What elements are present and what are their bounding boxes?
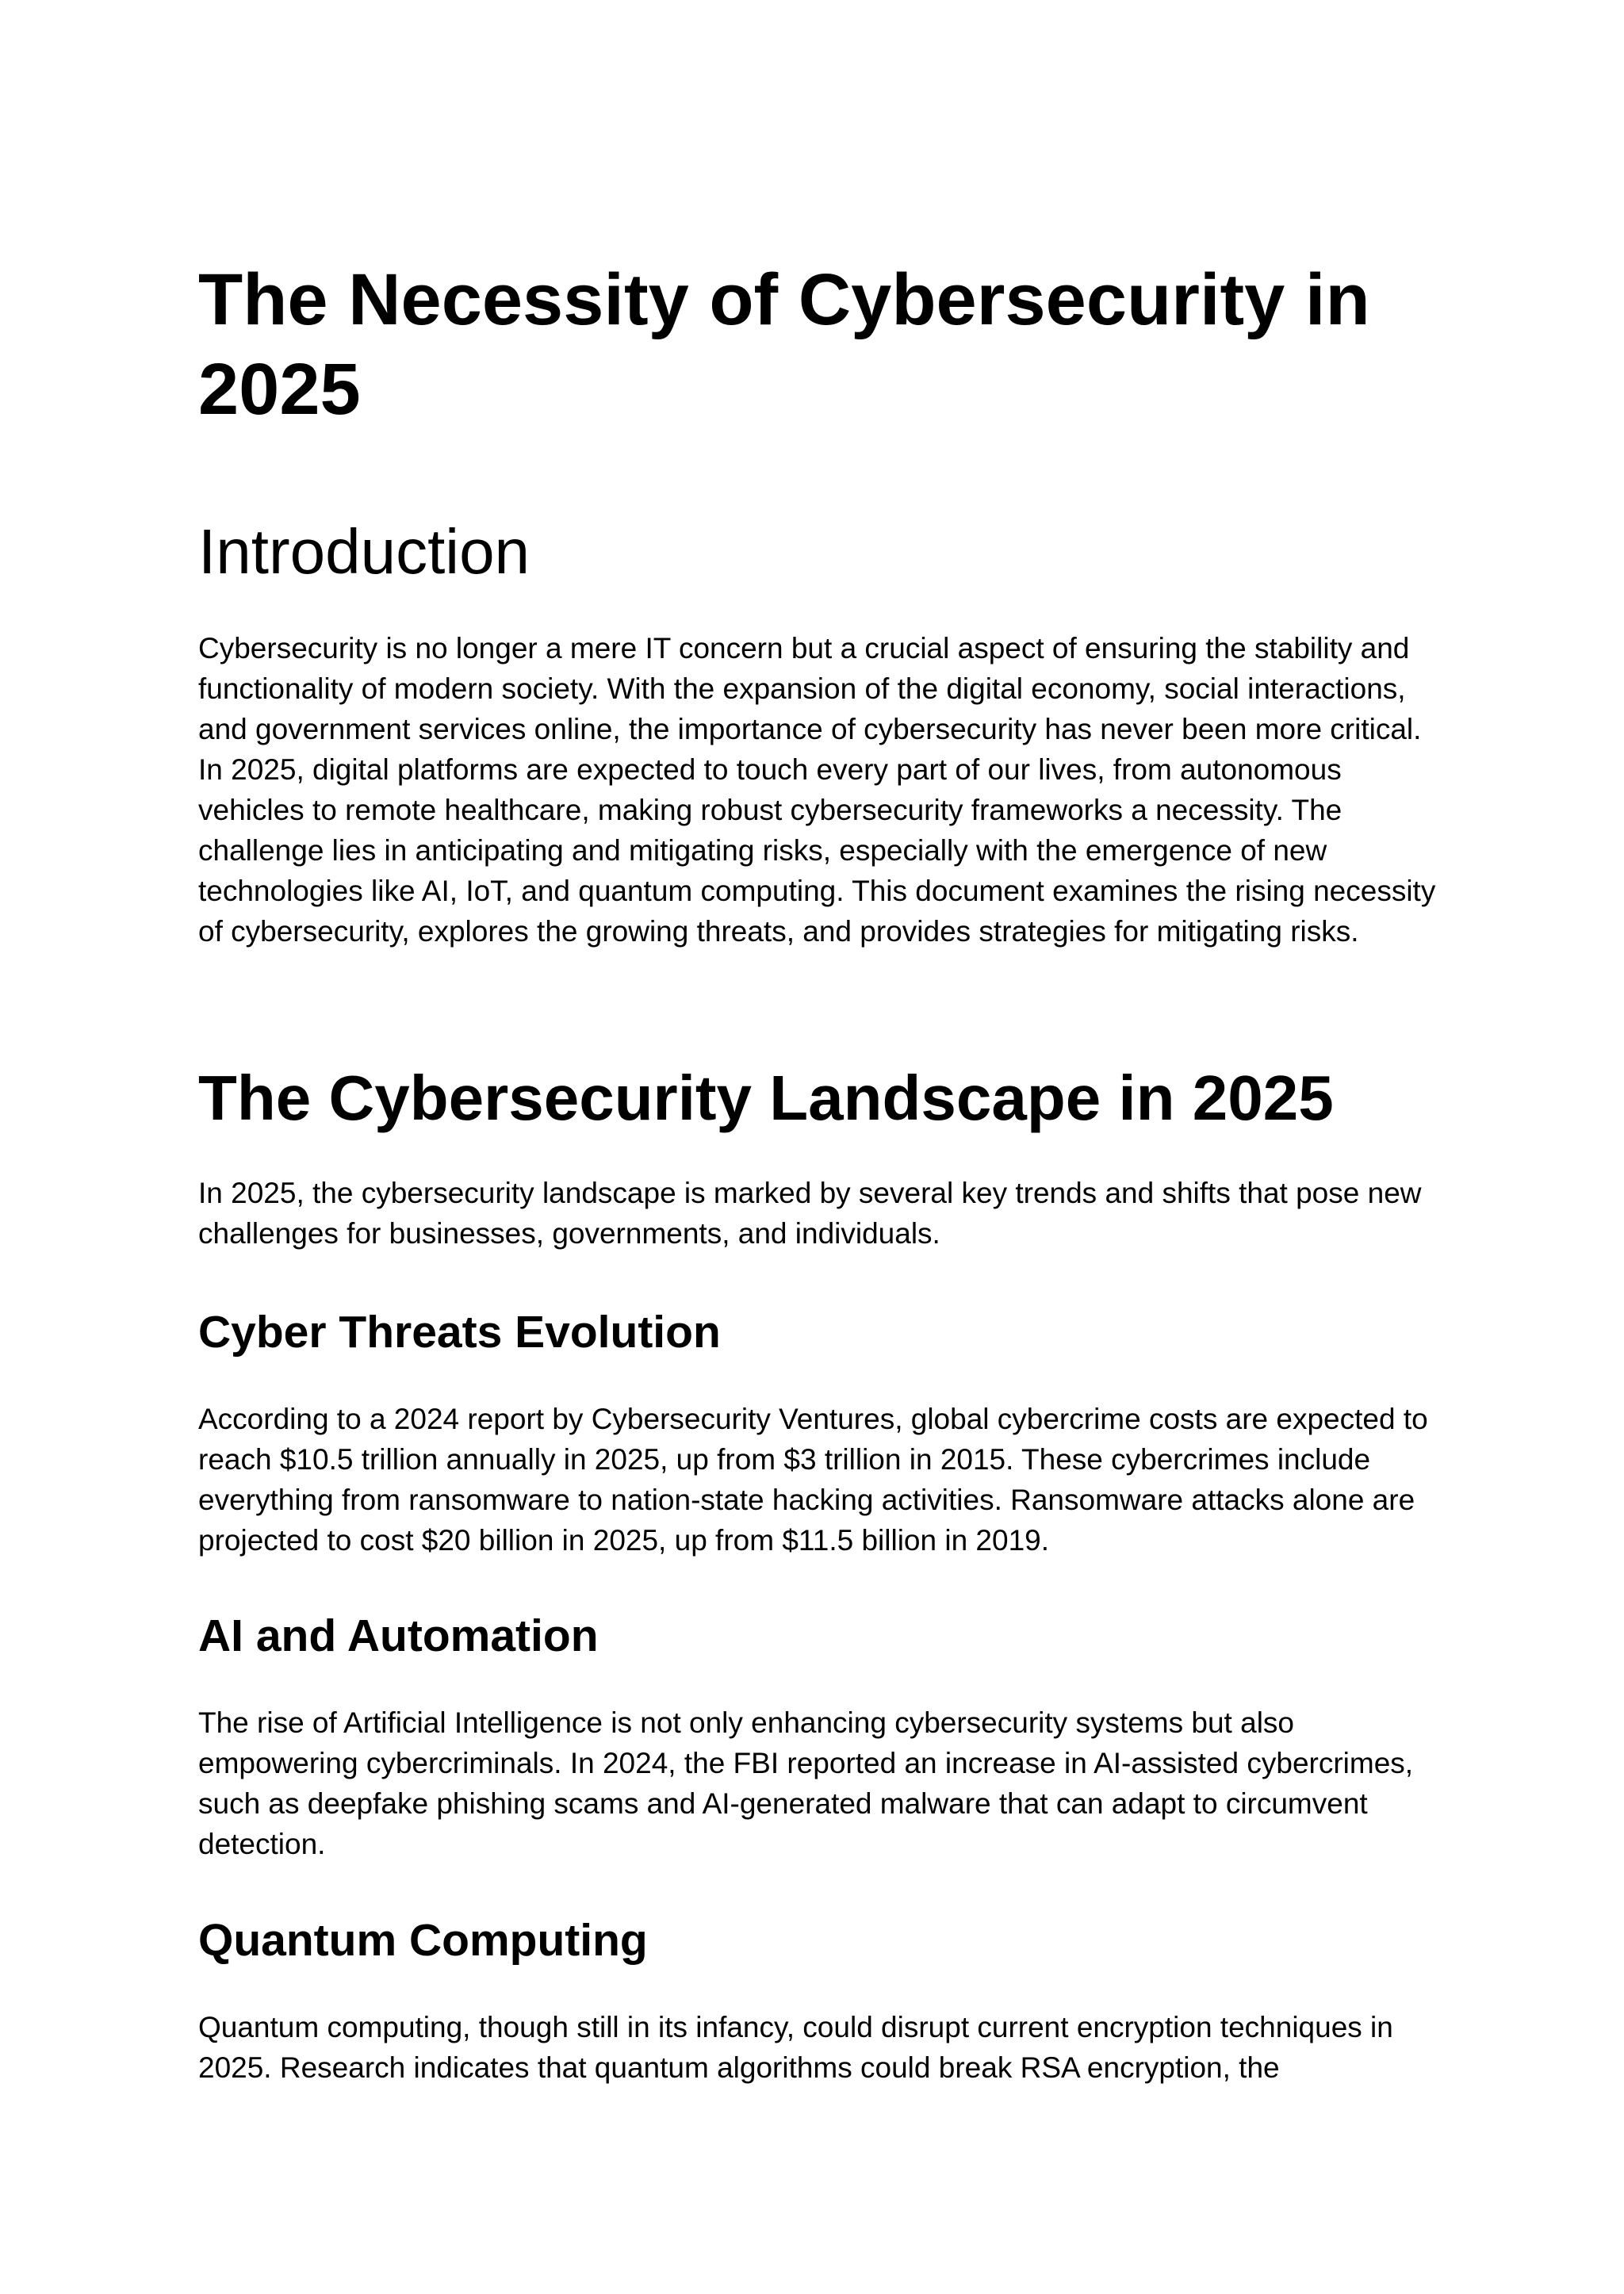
landscape-paragraph: In 2025, the cybersecurity landscape is marked by several key trends and shifts that pose new challenges for businesses, governments, and individuals. xyxy=(198,1177,1422,1250)
quantum-paragraph: Quantum computing, though still in its infancy, could disrupt current encryption techniques in 2025. Research indicates that quantum algorithms could break RSA encryption, the xyxy=(198,2011,1393,2084)
ai-paragraph: The rise of Artificial Intelligence is not only enhancing cybersecurity systems but also empowering cybercriminals. In 2024, the FBI reported an increase in AI-assisted cybercrimes, such as deepfake phishing scams and AI-generated malware that can adapt to circumvent detection. xyxy=(198,1706,1414,1860)
threats-paragraph: According to a 2024 report by Cybersecurity Ventures, global cybercrime costs are expected to reach $10.5 trillion annually in 2025, up from $3 trillion in 2015. These cybercrimes include everything from ransomware to nation-state hacking activities. Ransomware attacks alone are projected to cost $20 billion in 2025, up from $11.5 billion in 2019. xyxy=(198,1403,1428,1557)
subsection-heading-ai: AI and Automation xyxy=(198,1610,599,1661)
subsection-heading-threats: Cyber Threats Evolution xyxy=(198,1307,721,1358)
introduction-paragraph: Cybersecurity is no longer a mere IT concern but a crucial aspect of ensuring the stability and functionality of modern society. With the expansion of the digital economy, social interactions, and government services online, the importance of cybersecurity has never been more critical. In 2025, digital platforms are expected to touch every part of our lives, from autonomous vehicles to remote healthcare, making robust cybersecurity frameworks a necessity. The challenge lies in anticipating and mitigating risks, especially with the emergence of new technologies like AI, IoT, and quantum computing. This document examines the rising necessity of cybersecurity, explores the growing threats, and provides strategies for mitigating risks. xyxy=(198,632,1436,948)
section-heading-introduction: Introduction xyxy=(198,516,530,587)
subsection-heading-quantum: Quantum Computing xyxy=(198,1915,648,1966)
section-heading-landscape: The Cybersecurity Landscape in 2025 xyxy=(198,1063,1334,1133)
document-title: The Necessity of Cybersecurity in 2025 xyxy=(198,259,1370,430)
